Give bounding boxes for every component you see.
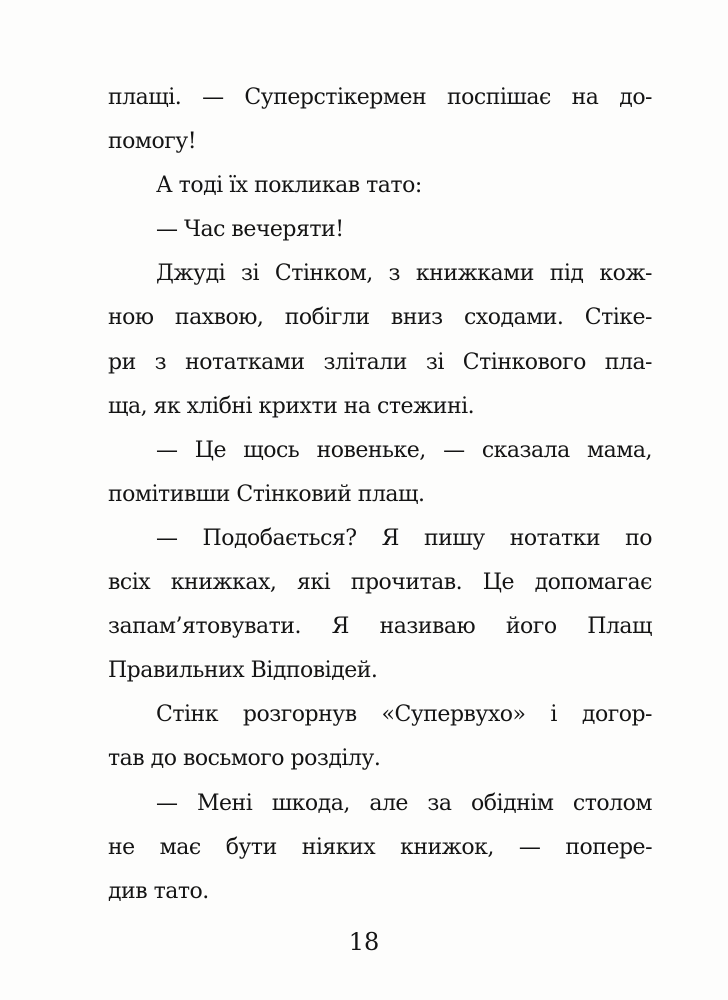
text-line: Стінк розгорнув «Супервухо» і догор-	[156, 702, 652, 728]
text-line: — Подобається? Я пишу нотатки по	[156, 525, 652, 551]
text-line: не має бути ніяких книжок, — попере-	[108, 834, 652, 860]
page-number: 18	[348, 928, 380, 956]
text-line: А тоді їх покликав тато:	[156, 173, 422, 199]
text-line: ща, як хлібні крихти на стежині.	[108, 393, 475, 419]
text-line: — Це щось новеньке, — сказала мама,	[156, 437, 652, 463]
text-line: помітивши Стінковий плащ.	[108, 481, 425, 507]
body-text	[108, 76, 652, 914]
text-line: ри з нотатками злітали зі Стінкового пла-	[108, 349, 652, 375]
text-line: всіх книжках, які прочитав. Це допомагає	[108, 570, 652, 596]
text-line: помогу!	[108, 129, 197, 155]
text-line: ною пахвою, побігли вниз сходами. Стіке-	[108, 305, 652, 331]
text-line: плащі. — Суперстікермен поспішає на до-	[108, 85, 652, 110]
text-line: запам’ятовувати. Я називаю його Плащ	[108, 614, 652, 640]
text-line: тав до восьмого розділу.	[108, 746, 381, 772]
text-line: див тато.	[108, 878, 209, 904]
text-line: Джуді зі Стінком, з книжками під кож-	[156, 261, 652, 287]
text-line: Правильних Відповідей.	[108, 658, 378, 684]
text-line: — Час вечеряти!	[156, 217, 344, 243]
text-line: — Мені шкода, але за обіднім столом	[156, 790, 652, 816]
